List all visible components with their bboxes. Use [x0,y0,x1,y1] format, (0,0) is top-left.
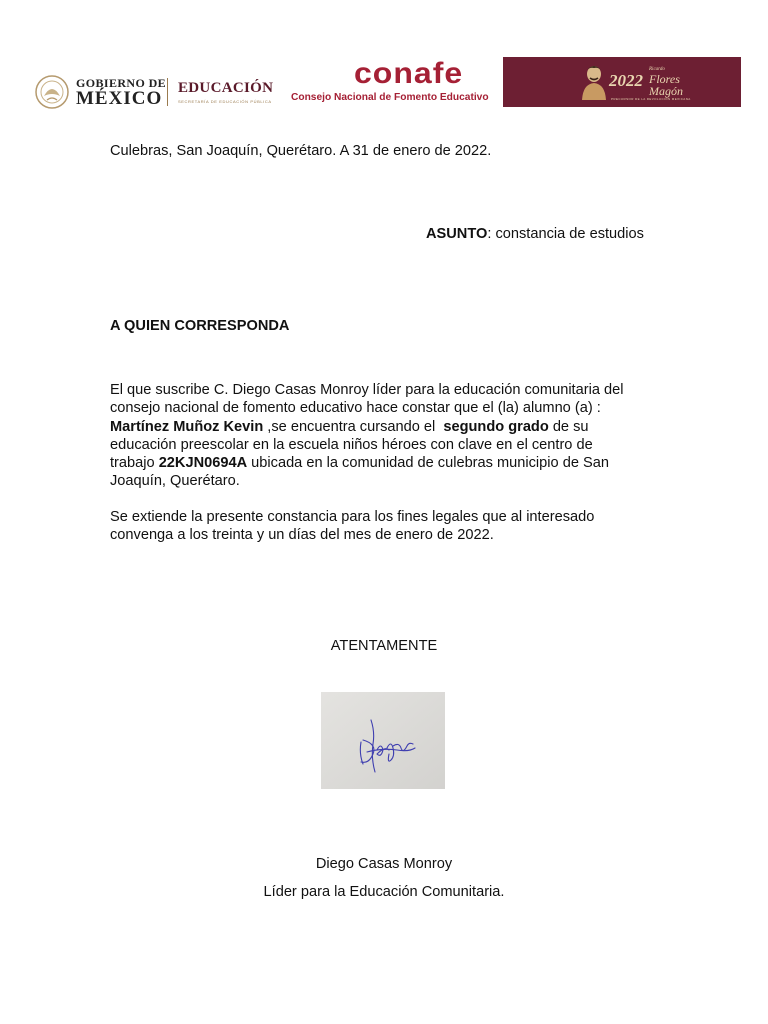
student-name: Martínez Muñoz Kevin [110,418,264,435]
banner-name-line1: Ricardo [649,67,665,72]
conafe-logo [290,56,489,108]
paragraph-line: Se extiende la presente constancia para los fines legales que al interesado [110,509,595,525]
paragraph-text: de su [548,418,589,435]
gobierno-line2: MÉXICO [76,88,163,109]
subject-line [426,225,644,243]
conafe-wordmark: conafe [354,56,464,90]
banner-name [649,67,683,97]
purpose-paragraph [110,508,670,545]
paragraph-line: convenga a los treinta y un días del mes de enero de 2022. [110,527,494,544]
closing: ATENTAMENTE [330,638,438,654]
signature-image [321,692,445,789]
banner-name-line3: Magón [649,84,683,98]
paragraph-line: educación preescolar en la escuela niños héroes con clave en el centro de [110,436,593,453]
portrait-icon [581,64,607,100]
salutation: A QUIEN CORRESPONDA [110,318,290,334]
national-seal-icon [34,74,70,110]
subject-label: ASUNTO [426,226,488,242]
paragraph-text: ,se encuentra cursando el [263,418,444,435]
paragraph-line: consejo nacional de fomento educativo hace constar que el (la) alumno (a) : [110,400,601,417]
paragraph-line: Joaquín, Querétaro. [110,473,240,490]
gobierno-mexico-logo [34,72,294,112]
ricardo-flores-magon-banner [503,57,741,107]
paragraph-line: El que suscribe C. Diego Casas Monroy líder para la educación comunitaria del [110,382,624,398]
educacion-subtitle: SECRETARÍA DE EDUCACIÓN PÚBLICA [178,99,272,104]
conafe-subtitle: Consejo Nacional de Fomento Educativo [291,92,489,103]
gobierno-line1: GOBIERNO DE [76,76,167,90]
paragraph-line [110,418,670,436]
paragraph-text: ubicada en la comunidad de culebras municipio de San [247,455,609,472]
subject-text: : constancia de estudios [487,226,644,242]
banner-name-line2: Flores [649,72,680,86]
paragraph-line [110,454,670,472]
work-center-code: 22KJN0694A [158,455,248,472]
logo-divider [167,78,168,106]
banner-tagline: PRECURSOR DE LA REVOLUCIÓN MEXICANA [611,97,691,101]
signer-role: Líder para la Educación Comunitaria. [263,884,505,900]
paragraph-text: trabajo [110,455,159,472]
date-line: Culebras, San Joaquín, Querétaro. A 31 de enero de 2022. [110,143,492,159]
signer-name: Diego Casas Monroy [315,856,453,872]
educacion-title: EDUCACIÓN [178,80,274,96]
banner-year: 2022 [609,71,643,90]
certification-paragraph [110,381,670,491]
grade: segundo grado [443,418,549,435]
